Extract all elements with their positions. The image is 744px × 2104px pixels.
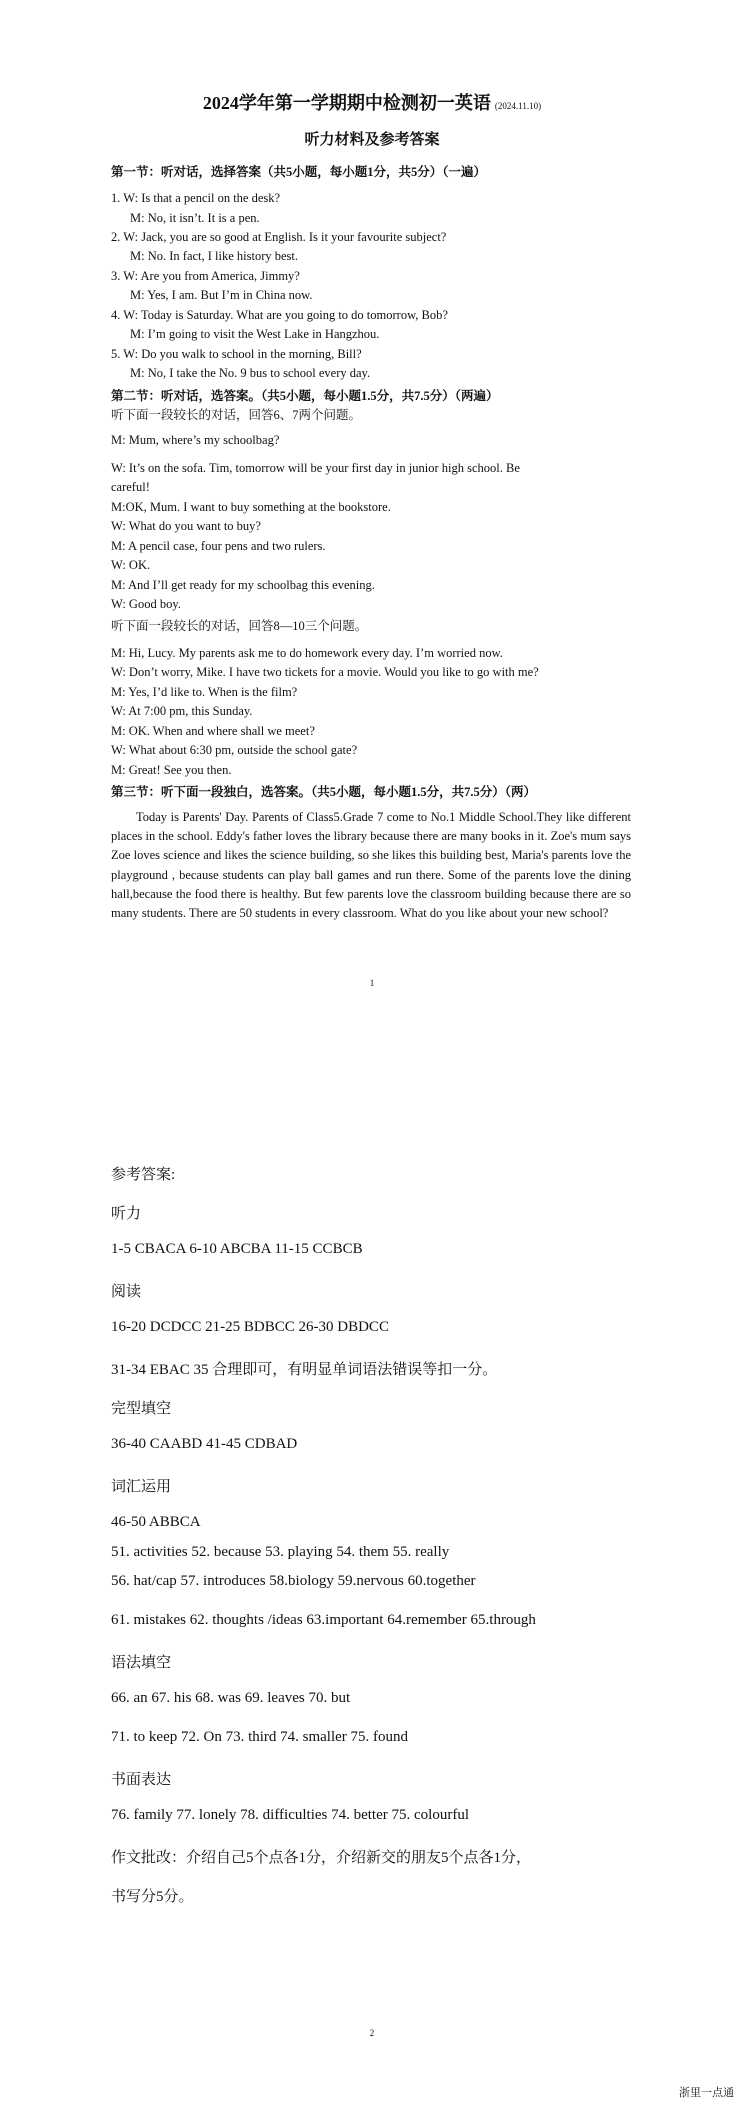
section-2-intro-a: 听下面一段较长的对话，回答6、7两个问题。 [111,408,362,422]
dialogue-line: 5. W: Do you walk to school in the morning, Bill? [111,347,362,361]
dialogue-line: careful! [111,480,150,494]
answer-line: 66. an 67. his 68. was 69. leaves 70. but [111,1690,351,1706]
dialogue-line: M: Yes, I’d like to. When is the film? [111,685,298,699]
title-text: 2024学年第一学期期中检测初一英语 [202,93,491,113]
answer-line: 51. activities 52. because 53. playing 54. them 55. really [111,1544,450,1560]
dialogue-line: M: OK. When and where shall we meet? [111,724,315,738]
section-1-heading: 第一节：听对话，选择答案（共5小题，每小题1分，共5分）（一遍） [111,165,487,179]
dialogue-line: M: Hi, Lucy. My parents ask me to do homework every day. I’m worried now. [111,646,503,660]
answer-line: 71. to keep 72. On 73. third 74. smaller 75. found [111,1729,409,1745]
section-2-intro-b: 听下面一段较长的对话，回答8—10三个问题。 [111,619,368,633]
dialogue-line: M: No. In fact, I like history best. [130,249,299,263]
dialogue-line: 1. W: Is that a pencil on the desk? [111,191,281,205]
dialogue-line: W: OK. [111,558,151,572]
dialogue-line: W: Don’t worry, Mike. I have two tickets for a movie. Would you like to go with me? [111,665,539,679]
dialogue-line: W: What do you want to buy? [111,519,261,533]
answer-line: 46-50 ABBCA [111,1514,201,1530]
answer-line: 词汇运用 [111,1479,172,1495]
dialogue-line: M: Mum, where’s my schoolbag? [111,433,280,447]
answer-line: 完型填空 [111,1401,172,1417]
section-2-heading: 第二节：听对话，选答案。（共5小题，每小题1.5分，共7.5分）（两遍） [111,389,499,403]
dialogue-line: M: A pencil case, four pens and two rulers. [111,539,326,553]
exam-date: (2024.11.10) [494,101,542,111]
answer-line: 36-40 CAABD 41-45 CDBAD [111,1436,298,1452]
dialogue-line: M: No, it isn’t. It is a pen. [130,211,260,225]
dialogue-line: M: I’m going to visit the West Lake in Hangzhou. [130,327,380,341]
answer-line: 作文批改：介绍自己5个点各1分，介绍新交的朋友5个点各1分， [111,1850,532,1866]
answer-line: 语法填空 [111,1655,172,1671]
answer-line: 31-34 EBAC 35 合理即可，有明显单词语法错误等扣一分。 [111,1362,498,1378]
dialogue-line: W: It’s on the sofa. Tim, tomorrow will be your first day in junior high school. Be [111,461,520,475]
page-title [0,89,744,115]
answers-heading: 参考答案: [111,1167,176,1183]
answer-line: 听力 [111,1206,142,1222]
section-3-heading: 第三节：听下面一段独白，选答案。（共5小题，每小题1.5分，共7.5分）（两） [111,785,537,799]
answer-line: 书面表达 [111,1772,172,1788]
dialogue-line: M: No, I take the No. 9 bus to school every day. [130,366,371,380]
dialogue-line: M: Yes, I am. But I’m in China now. [130,288,313,302]
dialogue-line: 4. W: Today is Saturday. What are you going to do tomorrow, Bob? [111,308,448,322]
page-subtitle: 听力材料及参考答案 [304,132,440,148]
answer-line: 61. mistakes 62. thoughts /ideas 63.important 64.remember 65.through [111,1612,536,1628]
dialogue-line: W: At 7:00 pm, this Sunday. [111,704,253,718]
dialogue-line: W: What about 6:30 pm, outside the school gate? [111,743,358,757]
monologue-paragraph: Today is Parents' Day. Parents of Class5.Grade 7 come to No.1 Middle School.They like different places in the school. Eddy's father loves the library because there are many books in it. Zoe's mum says Zoe loves science and likes the science building, so she likes this building best, Maria's parents love the playground , because students can play ball games and run there. Some of the parents love the dining hall,because the food there is healthy. But few parents love the classroom building because there are so many students. There are 50 students in every classroom. What do you like about your new school? [111,810,631,921]
dialogue-line: M:OK, Mum. I want to buy something at the bookstore. [111,500,391,514]
answer-line: 76. family 77. lonely 78. difficulties 74. better 75. colourful [111,1807,469,1823]
answer-line: 16-20 DCDCC 21-25 BDBCC 26-30 DBDCC [111,1319,389,1335]
dialogue-line: M: And I’ll get ready for my schoolbag this evening. [111,578,375,592]
dialogue-line: 2. W: Jack, you are so good at English. Is it your favourite subject? [111,230,447,244]
watermark: 浙里一点通 [679,2086,734,2099]
answer-line: 书写分5分。 [111,1889,194,1905]
dialogue-line: 3. W: Are you from America, Jimmy? [111,269,300,283]
answer-line: 阅读 [111,1284,142,1300]
dialogue-line: M: Great! See you then. [111,763,232,777]
dialogue-line: W: Good boy. [111,597,181,611]
answer-line: 56. hat/cap 57. introduces 58.biology 59.nervous 60.together [111,1573,476,1589]
page-number-2: 2 [369,2028,375,2038]
answer-line: 1-5 CBACA 6-10 ABCBA 11-15 CCBCB [111,1241,363,1257]
page-number-1: 1 [369,978,375,988]
